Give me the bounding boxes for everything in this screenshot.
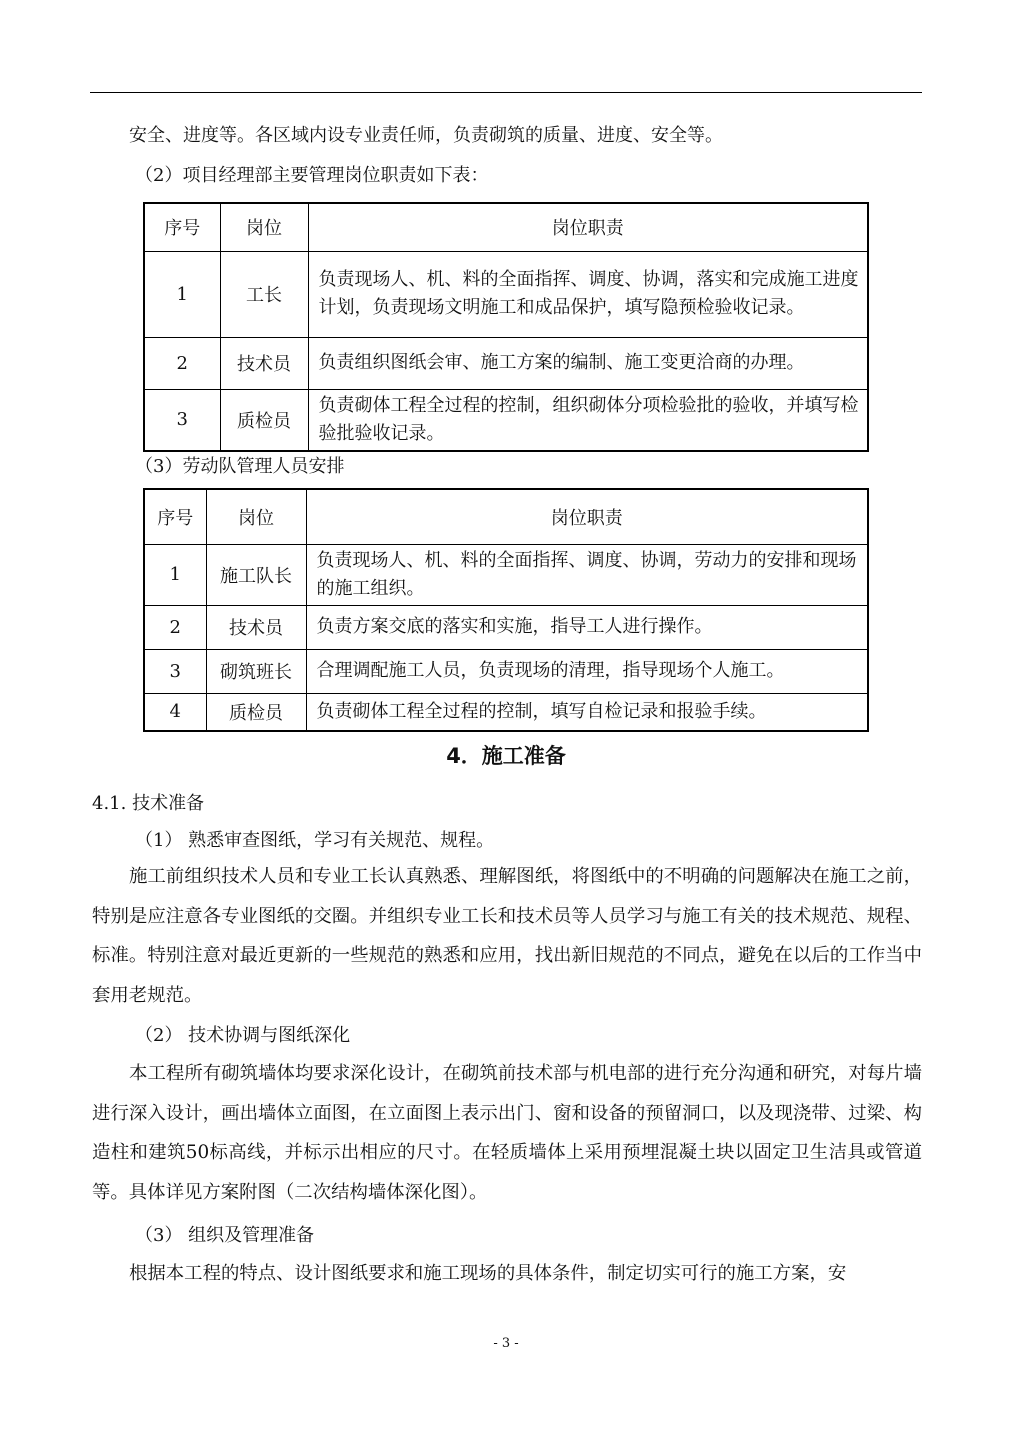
table-row [144,605,868,649]
item2-title: （2）项目经理部主要管理岗位职责如下表： [135,165,489,186]
row-post: 技术员 [206,605,306,649]
sub2-title: （2） 技术协调与图纸深化 [135,1025,351,1046]
management-duties-table [143,202,869,452]
intro-line: 安全、进度等。各区域内设专业责任师，负责砌筑的质量、进度、安全等。 [129,125,723,146]
section-heading: 4．施工准备 [446,744,566,768]
row-no: 3 [144,389,220,451]
row-post: 技术员 [220,337,308,389]
sub1-title: （1） 熟悉审查图纸，学习有关规范、规程。 [135,830,495,851]
row-duty: 合理调配施工人员，负责现场的清理，指导现场个人施工。 [306,649,868,693]
row-duty: 负责砌体工程全过程的控制，填写自检记录和报验手续。 [306,693,868,731]
header-no: 序号 [144,489,206,544]
row-duty: 负责方案交底的落实和实施，指导工人进行操作。 [306,605,868,649]
header-post: 岗位 [206,489,306,544]
table-header-row [144,203,868,251]
item3-title: （3）劳动队管理人员安排 [135,456,345,477]
sub3-title: （3） 组织及管理准备 [135,1225,315,1246]
table-row [144,337,868,389]
header-post: 岗位 [220,203,308,251]
sub3-paragraph: 根据本工程的特点、设计图纸要求和施工现场的具体条件，制定切实可行的施工方案，安 [129,1263,847,1284]
header-duty: 岗位职责 [308,203,868,251]
table-header-row [144,489,868,544]
table-row [144,544,868,605]
table-row [144,649,868,693]
row-post: 质检员 [220,389,308,451]
sub1-paragraph: 施工前组织技术人员和专业工长认真熟悉、理解图纸，将图纸中的不明确的问题解决在施工之前，特别是应注意各专业图纸的交圈。并组织专业工长和技术员等人员学习与施工有关的技术规范、规程、标准。特别注意对最近更新的一些规范的熟悉和应用，找出新旧规范的不同点，避免在以后的工作当中套用老规范。 [92,866,922,1006]
row-duty: 负责现场人、机、料的全面指挥、调度、协调，落实和完成施工进度计划，负责现场文明施工和成品保护，填写隐预检验收记录。 [308,251,868,337]
row-post: 工长 [220,251,308,337]
row-no: 1 [144,251,220,337]
row-no: 1 [144,544,206,605]
labor-team-table [143,488,869,732]
table-row [144,251,868,337]
subsection-title: 4.1. 技术准备 [92,793,205,814]
page-number: - 3 - [493,1336,519,1351]
header-rule [90,92,922,93]
row-post: 砌筑班长 [206,649,306,693]
row-no: 2 [144,605,206,649]
table-row [144,389,868,451]
row-post: 质检员 [206,693,306,731]
header-no: 序号 [144,203,220,251]
row-no: 4 [144,693,206,731]
row-post: 施工队长 [206,544,306,605]
row-duty: 负责砌体工程全过程的控制，组织砌体分项检验批的验收，并填写检验批验收记录。 [308,389,868,451]
row-duty: 负责组织图纸会审、施工方案的编制、施工变更洽商的办理。 [308,337,868,389]
table-row [144,693,868,731]
row-no: 3 [144,649,206,693]
row-no: 2 [144,337,220,389]
header-duty: 岗位职责 [306,489,868,544]
row-duty: 负责现场人、机、料的全面指挥、调度、协调，劳动力的安排和现场的施工组织。 [306,544,868,605]
sub2-paragraph: 本工程所有砌筑墙体均要求深化设计，在砌筑前技术部与机电部的进行充分沟通和研究，对每片墙进行深入设计，画出墙体立面图，在立面图上表示出门、窗和设备的预留洞口，以及现浇带、过梁、构造柱和建筑50标高线，并标示出相应的尺寸。在轻质墙体上采用预埋混凝土块以固定卫生洁具或管道等。具体详见方案附图（二次结构墙体深化图）。 [92,1063,922,1203]
